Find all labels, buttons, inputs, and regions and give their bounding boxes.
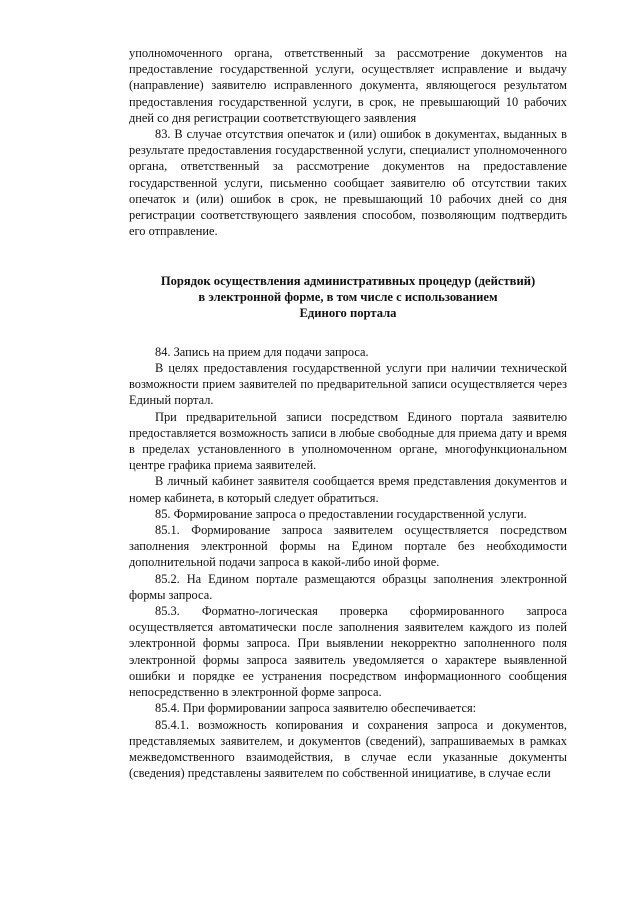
heading-line-2: в электронной форме, в том числе с использованием bbox=[198, 290, 498, 305]
paragraph-84-purpose: В целях предоставления государственной услуги при наличии технической возможности прием заявителей по предварительной записи осуществляется через Единый портал. bbox=[129, 361, 567, 408]
paragraph-85-1: 85.1. Формирование запроса заявителем осуществляется посредством заполнения электронной формы на Едином портале без необходимости дополнительной подачи запроса в какой-либо иной форме. bbox=[129, 523, 567, 570]
paragraph-84-cabinet: В личный кабинет заявителя сообщается время представления документов и номер кабинета, в который следует обратиться. bbox=[129, 474, 567, 505]
paragraph-85-2: 85.2. На Едином портале размещаются образцы заполнения электронной формы запроса. bbox=[129, 571, 567, 602]
paragraph-85-4: 85.4. При формировании запроса заявителю обеспечивается: bbox=[155, 701, 477, 716]
paragraph-84-preliminary: При предварительной записи посредством Единого портала заявителю предоставляется возможность записи в любые свободные для приема дату и время в пределах установленного в уполномоченном органе, многофункциональном центре графика приема заявителей. bbox=[129, 409, 567, 473]
paragraph-85: 85. Формирование запроса о предоставлении государственной услуги. bbox=[155, 506, 527, 521]
heading-line-1: Порядок осуществления административных процедур (действий) bbox=[160, 274, 536, 289]
paragraph-85-4-1: 85.4.1. возможность копирования и сохранения запроса и документов, представляемых заявителем, и документов (сведений), запрашиваемых в рамках межведомственного взаимодействия, в случае если указанные документы (сведения) представлены заявителем по собственной инициативе, в случае если bbox=[129, 717, 567, 781]
paragraph-83: 83. В случае отсутствия опечаток и (или) ошибок в документах, выданных в результате предоставления государственной услуги, специалист уполномоченного органа, ответственный за рассмотрение документов на предоставление государственной услуги, письменно сообщает заявителю об отсутствии таких опечаток и (или) ошибок в срок, не превышающий 10 рабочих дней со дня регистрации соответствующего заявления способом, позволяющим подтвердить его отправление. bbox=[129, 127, 567, 239]
paragraph-84: 84. Запись на прием для подачи запроса. bbox=[155, 344, 369, 359]
paragraph-82-continuation: уполномоченного органа, ответственный за рассмотрение документов на предоставление государственной услуги, осуществляет исправление и выдачу (направление) заявителю исправленного документа, являющегося результатом предоставления государственной услуги, в срок, не превышающий 10 рабочих дней со дня регистрации соответствующего заявления bbox=[129, 46, 567, 125]
document-page bbox=[129, 45, 567, 781]
paragraph-85-3: 85.3. Форматно-логическая проверка сформированного запроса осуществляется автоматически после заполнения заявителем каждого из полей электронной формы запроса. При выявлении некорректно заполненного поля электронной формы запроса заявитель уведомляется о характере выявленной ошибки и порядке ее устранения посредством информационного сообщения непосредственно в электронной форме запроса. bbox=[129, 604, 567, 700]
heading-line-3: Единого портала bbox=[299, 306, 397, 321]
section-heading bbox=[129, 274, 567, 321]
